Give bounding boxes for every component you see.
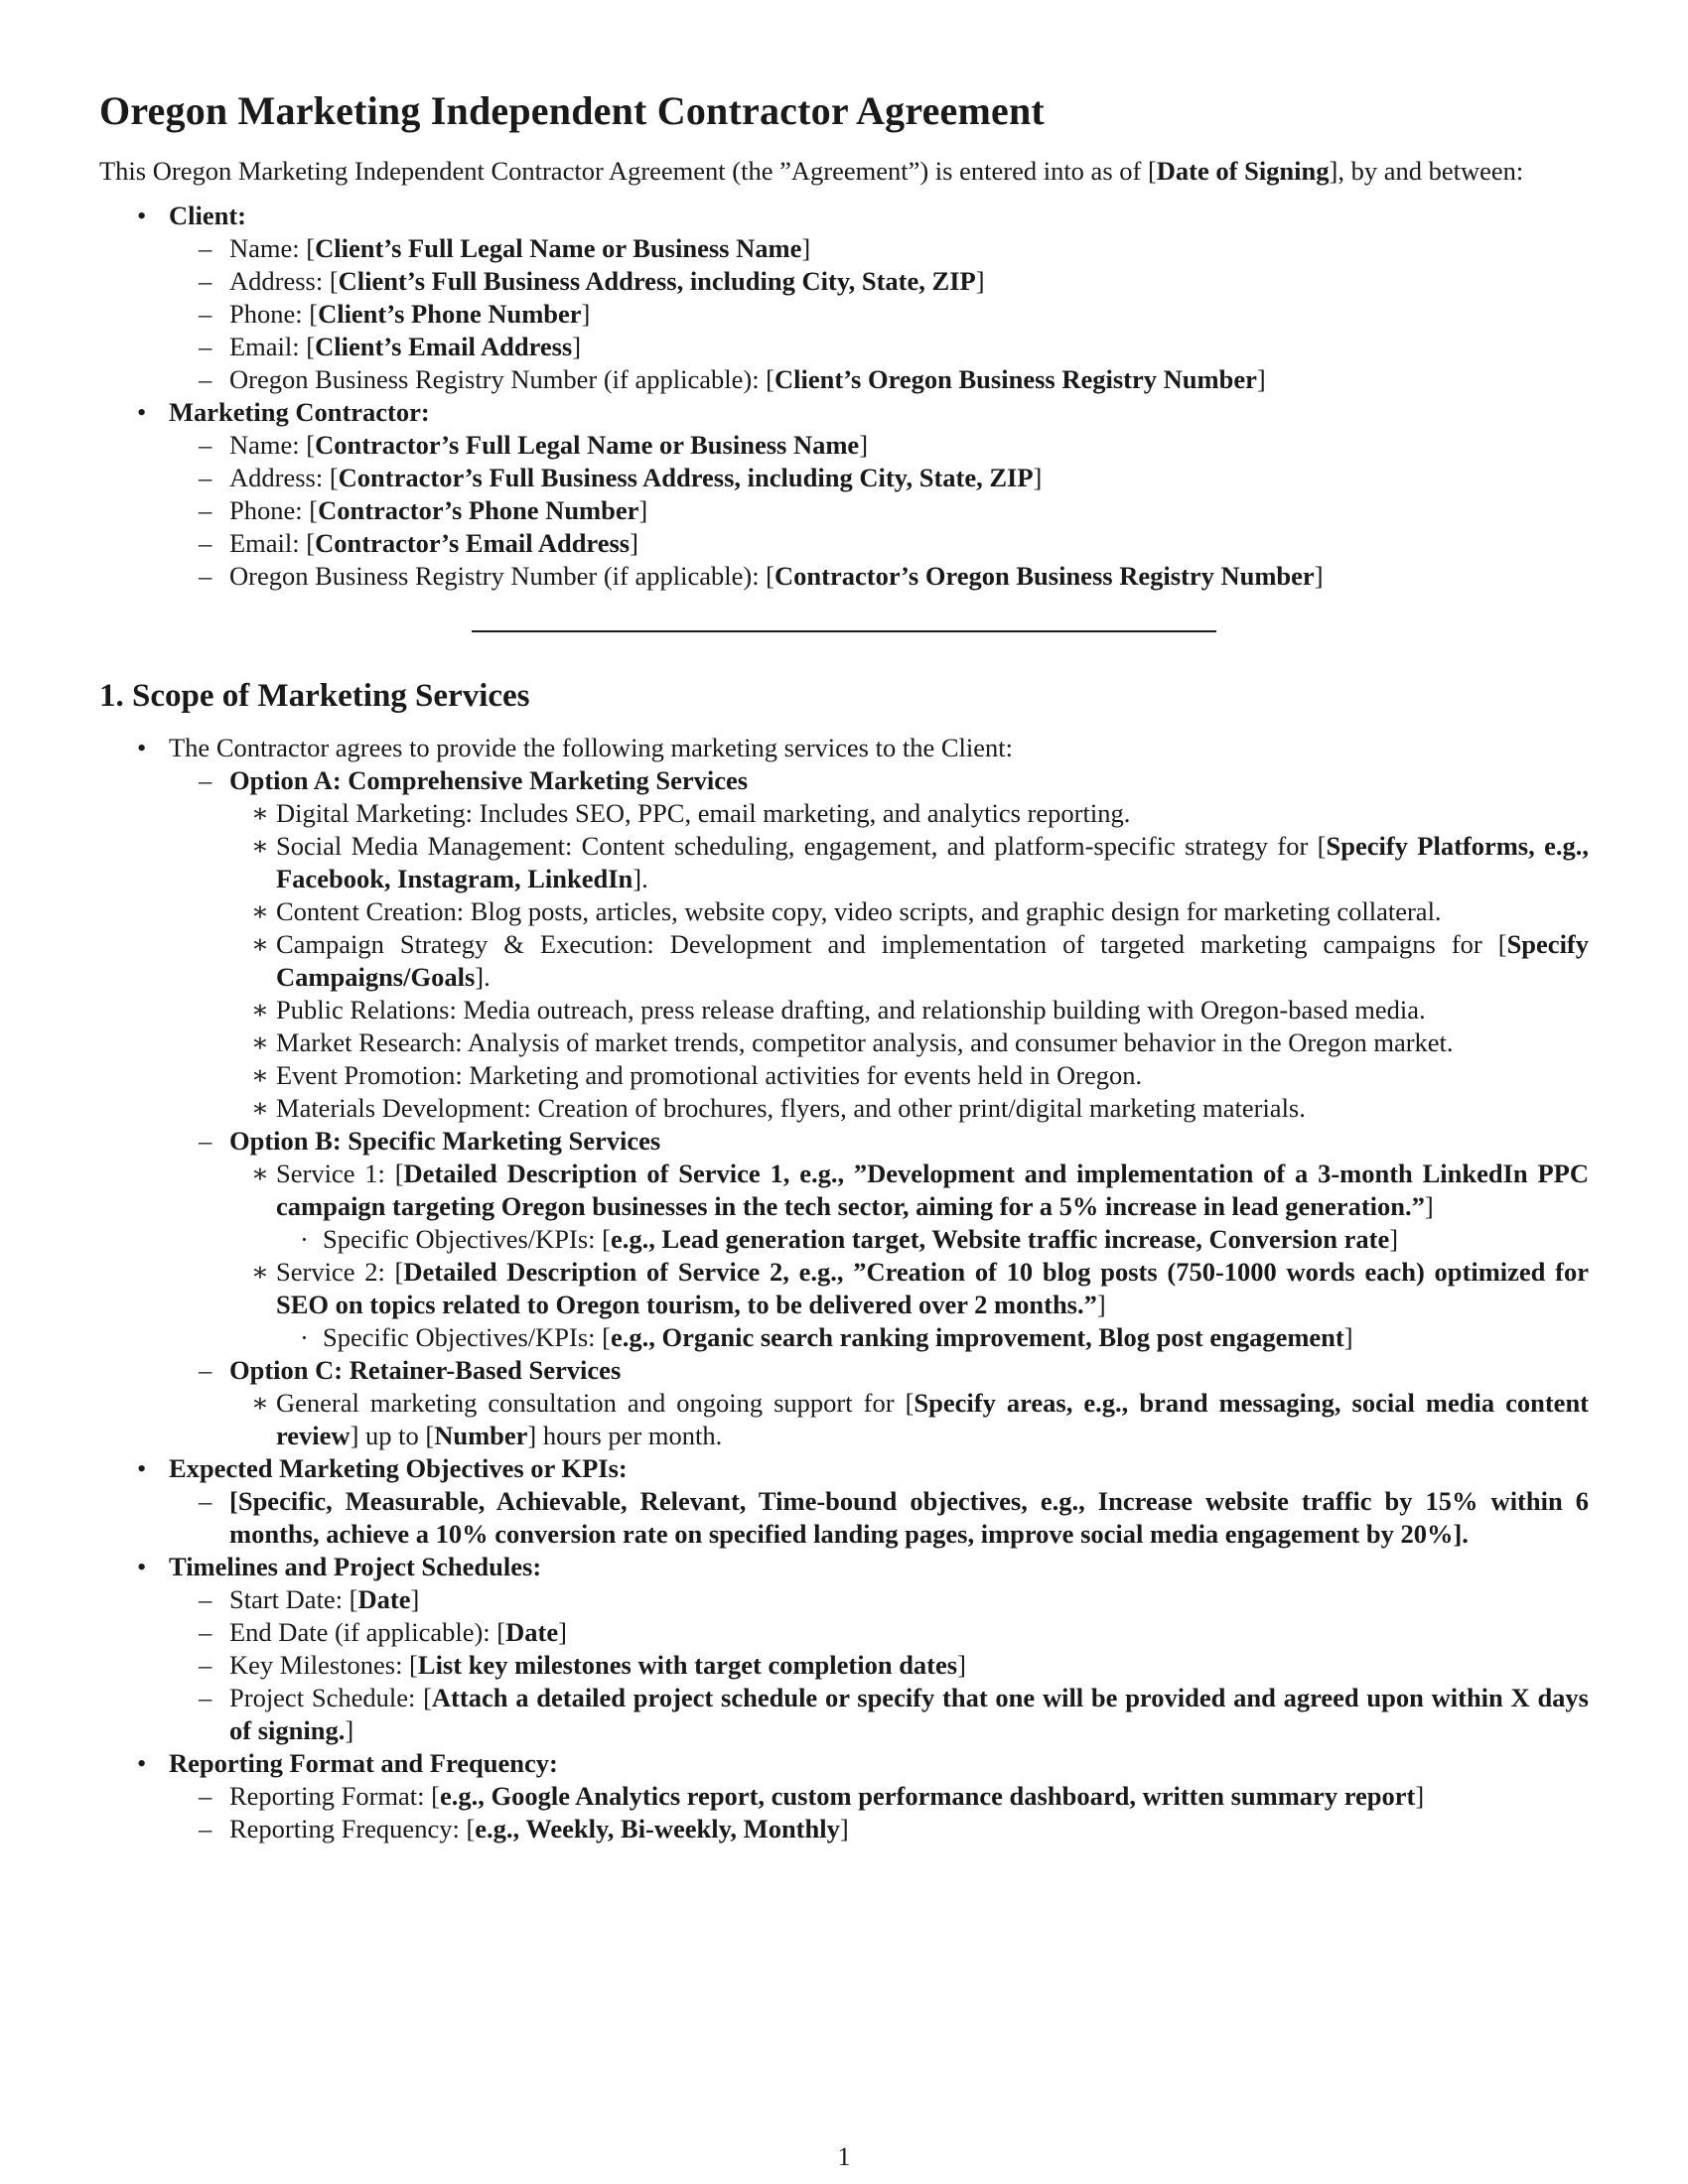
dash-marker: – <box>199 1650 212 1680</box>
objectives-heading: Expected Marketing Objectives or KPIs: <box>169 1453 628 1483</box>
dash-marker: – <box>199 266 212 296</box>
timeline-placeholder: List key milestones with target completion dates <box>417 1650 958 1680</box>
service-text-mid: ] up to [ <box>350 1421 435 1450</box>
intro-paragraph <box>99 155 1589 188</box>
dash-marker: – <box>199 1584 212 1614</box>
bullet-marker: • <box>137 1552 147 1581</box>
bullet-marker: • <box>137 1453 147 1483</box>
reporting-entry <box>169 1780 1589 1813</box>
field-placeholder: Client’s Phone Number <box>318 299 582 329</box>
dash-marker: – <box>199 528 212 558</box>
option-c <box>169 1354 1589 1452</box>
field-placeholder: Client’s Full Legal Name or Business Name <box>315 233 802 263</box>
bracket-close: ] <box>345 1715 354 1745</box>
parties-list <box>99 200 1589 593</box>
reporting-placeholder: e.g., Weekly, Bi-weekly, Monthly <box>475 1814 840 1843</box>
asterisk-marker: ∗ <box>251 1388 270 1418</box>
service-text: Digital Marketing: Includes SEO, PPC, email marketing, and analytics reporting. <box>276 798 1131 828</box>
service-item <box>229 928 1589 994</box>
timeline-label: Key Milestones: [ <box>229 1650 418 1680</box>
asterisk-marker: ∗ <box>251 798 270 828</box>
service-text: Social Media Management: Content scheduling, engagement, and platform-specific strategy for [ <box>276 831 1327 861</box>
party-fields <box>169 429 1589 593</box>
objectives-placeholder: Specific, Measurable, Achievable, Relevant, Time-bound objectives, e.g., Increase website traffic by 15% within 6 months, achieve a 10% conversion rate on specified landing pages, improve social media engagement by 20% <box>229 1486 1589 1549</box>
service-item <box>229 797 1589 830</box>
asterisk-marker: ∗ <box>251 1257 270 1287</box>
bullet-marker: • <box>137 1748 147 1778</box>
dash-marker: – <box>199 332 212 361</box>
service-text-end: ]. <box>633 864 648 893</box>
timeline-entry <box>169 1649 1589 1682</box>
party-field <box>169 429 1589 462</box>
dash-marker: – <box>199 1617 212 1647</box>
horizontal-divider <box>472 630 1216 632</box>
service-item <box>229 994 1589 1026</box>
timelines-item <box>99 1551 1589 1747</box>
service-item <box>229 1026 1589 1059</box>
service-item <box>229 1256 1589 1354</box>
reporting-placeholder: e.g., Google Analytics report, custom performance dashboard, written summary report <box>439 1781 1416 1811</box>
dash-marker: – <box>199 1814 212 1843</box>
dash-marker: – <box>199 364 212 394</box>
dash-marker: – <box>199 233 212 263</box>
intro-text-end: ], by and between: <box>1329 156 1524 186</box>
option-heading: Option C: Retainer-Based Services <box>229 1355 622 1385</box>
service-item <box>229 1059 1589 1092</box>
timeline-entry <box>169 1583 1589 1616</box>
service-item <box>229 1092 1589 1125</box>
bracket-close: ] <box>801 233 811 263</box>
option-heading: Option B: Specific Marketing Services <box>229 1126 661 1156</box>
field-label: Phone: [ <box>229 299 319 329</box>
party-field <box>169 560 1589 593</box>
field-placeholder: Client’s Full Business Address, including City, State, ZIP <box>338 266 976 296</box>
field-label: Email: [ <box>229 528 316 558</box>
page-number: 1 <box>837 2142 851 2171</box>
kpi-placeholder: e.g., Organic search ranking improvement, Blog post engagement <box>610 1322 1344 1352</box>
dash-marker: – <box>199 1126 212 1156</box>
service-item <box>229 895 1589 928</box>
field-placeholder: Contractor’s Full Business Address, including City, State, ZIP <box>338 463 1034 492</box>
bracket-close: ]. <box>1453 1519 1469 1549</box>
service-text: Service 2: [ <box>276 1257 404 1287</box>
option-a-items <box>229 797 1589 1125</box>
kpi-item <box>276 1223 1589 1256</box>
reporting-entry <box>169 1813 1589 1845</box>
field-placeholder: Contractor’s Full Legal Name or Business Name <box>315 430 860 460</box>
bracket-close: ] <box>581 299 591 329</box>
document-page <box>99 87 1589 1845</box>
field-label: Oregon Business Registry Number (if applicable): [ <box>229 561 775 591</box>
field-label: Email: [ <box>229 332 316 361</box>
bracket-open: [ <box>229 1486 238 1516</box>
service-text: Materials Development: Creation of brochures, flyers, and other print/digital marketing materials. <box>276 1093 1306 1123</box>
hours-placeholder: Number <box>434 1421 528 1450</box>
party-field <box>169 494 1589 527</box>
service-text: General marketing consultation and ongoing support for [ <box>276 1388 914 1418</box>
service-item <box>229 830 1589 895</box>
kpi-label: Specific Objectives/KPIs: [ <box>323 1322 611 1352</box>
service-placeholder: Specify Campaigns/Goals <box>276 929 1589 992</box>
bullet-marker: • <box>137 397 147 427</box>
bullet-marker: • <box>137 201 147 230</box>
party-heading: Client: <box>169 201 247 230</box>
timeline-placeholder: Date <box>357 1584 411 1614</box>
service-text: Campaign Strategy & Execution: Development and implementation of targeted marketing campaigns for [ <box>276 929 1507 959</box>
kpi-label: Specific Objectives/KPIs: [ <box>323 1224 611 1254</box>
objective-entry <box>169 1485 1589 1551</box>
reporting-item <box>99 1747 1589 1845</box>
kpi-end: ] <box>1389 1224 1399 1254</box>
service-text-end: ]. <box>475 962 491 992</box>
asterisk-marker: ∗ <box>251 896 270 926</box>
services-item <box>99 732 1589 1452</box>
asterisk-marker: ∗ <box>251 995 270 1024</box>
service-placeholder: Detailed Description of Service 2, e.g., ”Creation of 10 blog posts (750-1000 words each) optimized for SEO on topics related to Oregon tourism, to be delivered over 2 months.” <box>276 1257 1589 1319</box>
asterisk-marker: ∗ <box>251 929 270 959</box>
dot-marker: · <box>300 1322 309 1352</box>
service-text-end: ] <box>1096 1290 1106 1319</box>
bracket-close: ] <box>410 1584 420 1614</box>
party-heading: Marketing Contractor: <box>169 397 430 427</box>
objectives-list <box>169 1485 1589 1551</box>
dash-marker: – <box>199 1683 212 1712</box>
bracket-close: ] <box>859 430 869 460</box>
bracket-close: ] <box>1314 561 1324 591</box>
service-placeholder: Detailed Description of Service 1, e.g., ”Development and implementation of a 3-month LinkedIn PPC campaign targeting Oregon businesses in the tech sector, aiming for a 5% increase in lead generation.” <box>276 1159 1590 1221</box>
dash-marker: – <box>199 495 212 525</box>
service-text-end: ] hours per month. <box>527 1421 723 1450</box>
asterisk-marker: ∗ <box>251 1027 270 1057</box>
service-text: Content Creation: Blog posts, articles, website copy, video scripts, and graphic design for marketing collateral. <box>276 896 1442 926</box>
timeline-placeholder: Attach a detailed project schedule or specify that one will be provided and agreed upon within X days of signing. <box>229 1683 1589 1745</box>
service-text: Service 1: [ <box>276 1159 404 1188</box>
service-kpi-list <box>276 1321 1589 1354</box>
section-heading: 1. Scope of Marketing Services <box>99 678 530 714</box>
objectives-item <box>99 1452 1589 1551</box>
service-text: Event Promotion: Marketing and promotional activities for events held in Oregon. <box>276 1060 1143 1090</box>
reporting-label: Reporting Format: [ <box>229 1781 440 1811</box>
dash-marker: – <box>199 430 212 460</box>
timeline-label: Project Schedule: [ <box>229 1683 432 1712</box>
service-text: Public Relations: Media outreach, press release drafting, and relationship building with Oregon-based media. <box>276 995 1426 1024</box>
timelines-heading: Timelines and Project Schedules: <box>169 1552 542 1581</box>
asterisk-marker: ∗ <box>251 1060 270 1090</box>
service-kpi-list <box>276 1223 1589 1256</box>
dash-marker: – <box>199 1486 212 1516</box>
timeline-label: Start Date: [ <box>229 1584 358 1614</box>
field-label: Address: [ <box>229 266 339 296</box>
bracket-close: ] <box>1415 1781 1425 1811</box>
service-text-end: ] <box>1424 1191 1434 1221</box>
dot-marker: · <box>300 1224 309 1254</box>
party-field <box>169 331 1589 363</box>
field-placeholder: Client’s Email Address <box>315 332 573 361</box>
option-a <box>169 764 1589 1125</box>
service-text: Market Research: Analysis of market trends, competitor analysis, and consumer behavior in the Oregon market. <box>276 1027 1454 1057</box>
dash-marker: – <box>199 1781 212 1811</box>
timeline-entry <box>169 1682 1589 1747</box>
reporting-label: Reporting Frequency: [ <box>229 1814 476 1843</box>
bracket-close: ] <box>957 1650 966 1680</box>
services-lead: The Contractor agrees to provide the following marketing services to the Client: <box>169 733 1013 762</box>
party-contractor <box>99 396 1589 593</box>
kpi-end: ] <box>1343 1322 1353 1352</box>
option-c-items <box>229 1387 1589 1452</box>
party-fields <box>169 232 1589 396</box>
dash-marker: – <box>199 299 212 329</box>
dash-marker: – <box>199 463 212 492</box>
field-label: Phone: [ <box>229 495 319 525</box>
field-label: Name: [ <box>229 430 316 460</box>
bracket-close: ] <box>558 1617 567 1647</box>
party-field <box>169 527 1589 560</box>
asterisk-marker: ∗ <box>251 1093 270 1123</box>
dash-marker: – <box>199 765 212 795</box>
bracket-close: ] <box>839 1814 849 1843</box>
field-label: Oregon Business Registry Number (if applicable): [ <box>229 364 775 394</box>
party-field <box>169 363 1589 396</box>
asterisk-marker: ∗ <box>251 1159 270 1188</box>
document-title: Oregon Marketing Independent Contractor Agreement <box>99 88 1045 133</box>
intro-text: This Oregon Marketing Independent Contractor Agreement (the ”Agreement”) is entered into as of [ <box>99 156 1157 186</box>
dash-marker: – <box>199 561 212 591</box>
field-placeholder: Contractor’s Phone Number <box>318 495 639 525</box>
option-b <box>169 1125 1589 1354</box>
field-label: Address: [ <box>229 463 339 492</box>
service-item <box>229 1387 1589 1452</box>
bracket-close: ] <box>975 266 985 296</box>
timeline-entry <box>169 1616 1589 1649</box>
field-placeholder: Contractor’s Email Address <box>315 528 631 558</box>
bullet-marker: • <box>137 733 147 762</box>
asterisk-marker: ∗ <box>251 831 270 861</box>
service-placeholder: Specify Platforms, e.g., Facebook, Instagram, LinkedIn <box>276 831 1589 893</box>
field-placeholder: Contractor’s Oregon Business Registry Number <box>774 561 1315 591</box>
service-item <box>229 1158 1589 1256</box>
bracket-close: ] <box>1256 364 1266 394</box>
section1-list <box>99 732 1589 1845</box>
bracket-close: ] <box>572 332 582 361</box>
field-label: Name: [ <box>229 233 316 263</box>
party-client <box>99 200 1589 396</box>
kpi-placeholder: e.g., Lead generation target, Website traffic increase, Conversion rate <box>610 1224 1390 1254</box>
service-placeholder: Specify areas, e.g., brand messaging, social media content review <box>276 1388 1590 1450</box>
timeline-placeholder: Date <box>505 1617 559 1647</box>
kpi-item <box>276 1321 1589 1354</box>
bracket-close: ] <box>638 495 648 525</box>
bracket-close: ] <box>1033 463 1043 492</box>
bracket-close: ] <box>630 528 638 558</box>
signing-date-placeholder: Date of Signing <box>1156 156 1330 186</box>
party-field <box>169 265 1589 298</box>
field-placeholder: Client’s Oregon Business Registry Number <box>774 364 1257 394</box>
timeline-label: End Date (if applicable): [ <box>229 1617 506 1647</box>
reporting-list <box>169 1780 1589 1845</box>
party-field <box>169 298 1589 331</box>
reporting-heading: Reporting Format and Frequency: <box>169 1748 558 1778</box>
option-b-items <box>229 1158 1589 1354</box>
option-heading: Option A: Comprehensive Marketing Services <box>229 765 749 795</box>
party-field <box>169 462 1589 494</box>
timelines-list <box>169 1583 1589 1747</box>
options-list <box>169 764 1589 1452</box>
party-field <box>169 232 1589 265</box>
dash-marker: – <box>199 1355 212 1385</box>
